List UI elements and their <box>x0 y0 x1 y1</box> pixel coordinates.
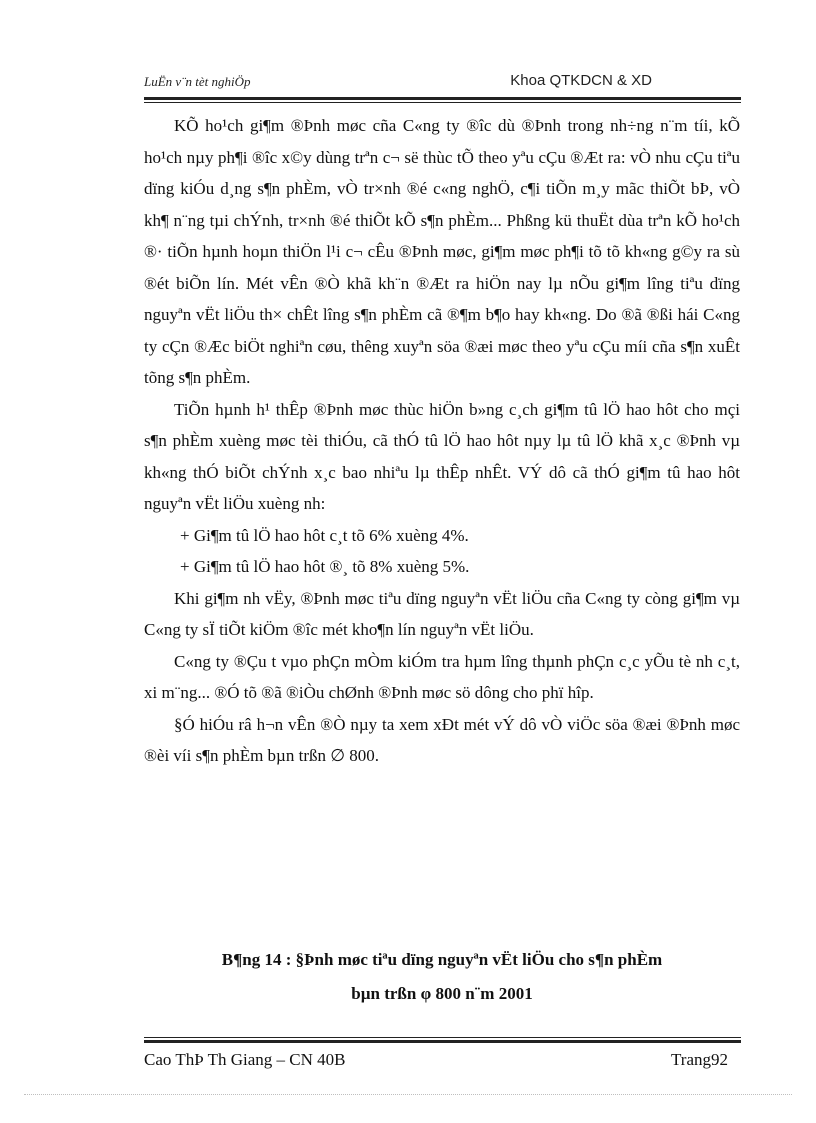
paragraph-savings: Khi gi¶m nh vËy, ®Þnh møc tiªu dïng nguyªn vËt liÖu cña C«ng ty còng gi¶m vµ C«ng ty sÏ tiÕt kiÖm ®îc mét kho¶n lín nguyªn vËt liÖu. <box>144 588 740 639</box>
caption-line-2: bµn trßn φ 800 n¨m 2001 <box>351 984 533 1003</box>
paragraph-software: C«ng ty ®Çu t vµo phÇn mÒm kiÓm tra hµm lîng thµnh phÇn c¸c yÕu tè nh c¸t, xi m¨ng... ®Ó tõ ®ã ®iÒu chØnh ®Þnh møc sö dông cho phï hîp. <box>144 651 740 702</box>
page-bottom-edge <box>24 1094 792 1095</box>
body-text <box>144 110 740 772</box>
caption-line-1: B¶ng 14 : §Þnh møc tiªu dïng nguyªn vËt liÖu cho s¶n phÈm <box>221 950 663 969</box>
header-thesis-title: LuËn v¨n tèt nghiÖp <box>144 74 251 89</box>
footer-rule-thin <box>144 1037 741 1038</box>
table-caption <box>144 943 740 1011</box>
footer-rule-thick <box>144 1040 741 1043</box>
header-rule-thin <box>144 102 741 103</box>
footer-author: Cao ThÞ Th Giang – CN 40B <box>144 1050 346 1069</box>
bullet-stone: + Gi¶m tû lÖ hao hôt ®¸ tõ 8% xuèng 5%. <box>180 557 470 576</box>
header-faculty: Khoa QTKDCN & XD <box>510 72 652 89</box>
paragraph-reduction: TiÕn hµnh h¹ thÊp ®Þnh møc thùc hiÖn b»ng c¸ch gi¶m tû lÖ hao hôt cho mçi s¶n phÈm xuèng møc tèi thiÓu, cã thÓ tû lÖ hao hôt nµy lµ tû lÖ khã x¸c ®Þnh vµ kh«ng thÓ biÕt chÝnh x¸c bao nhiªu lµ thÊp nhÊt. VÝ dô cã thÓ gi¶m tû hao hôt nguyªn vËt liÖu xuèng nh: <box>144 399 740 513</box>
bullet-sand: + Gi¶m tû lÖ hao hôt c¸t tõ 6% xuèng 4%. <box>180 525 469 545</box>
paragraph-example: §Ó hiÓu râ h¬n vÊn ®Ò nµy ta xem xÐt mét vÝ dô vÒ viÖc söa ®æi ®Þnh møc ®èi víi s¶n phÈm bµn trßn ∅ 800. <box>144 714 740 765</box>
footer-page-number: Trang92 <box>671 1050 728 1069</box>
page-footer <box>144 1050 740 1074</box>
page-header <box>144 74 740 96</box>
paragraph-plan: KÕ ho¹ch gi¶m ®Þnh møc cña C«ng ty ®îc dù ®Þnh trong nh÷ng n¨m tíi, kÕ ho¹ch nµy ph¶i ®îc x©y dùng trªn c¬ së thùc tÕ theo yªu cÇu ®Æt ra: vÒ nhu cÇu tiªu dïng kiÓu d¸ng s¶n phÈm, vÒ tr×nh ®é c«ng nghÖ, c¶i tiÕn m¸y mãc thiÕt bÞ, vÒ kh¶ n¨ng tµi chÝnh, tr×nh ®é thiÕt kÕ s¶n phÈm... Phßng kü thuËt dùa trªn kÕ ho¹ch ®· tiÕn hµnh hoµn thiÖn l¹i c¬ cÊu ®Þnh møc, gi¶m møc ph¶i tõ tõ kh«ng g©y ra sù ®ét biÕn lín. Mét vÊn ®Ò khã kh¨n ®Æt ra hiÖn nay lµ nÕu gi¶m lîng tiªu dïng nguyªn vËt liÖu th× chÊt lîng s¶n phÈm cã ®¶m b¶o hay kh«ng. Do ®ã ®ßi hái C«ng ty cÇn ®Æc biÖt nghiªn cøu, thêng xuyªn söa ®æi møc theo yªu cÇu míi cña s¶n xuÊt tõng s¶n phÈm. <box>144 116 740 387</box>
header-rule-thick <box>144 97 741 100</box>
